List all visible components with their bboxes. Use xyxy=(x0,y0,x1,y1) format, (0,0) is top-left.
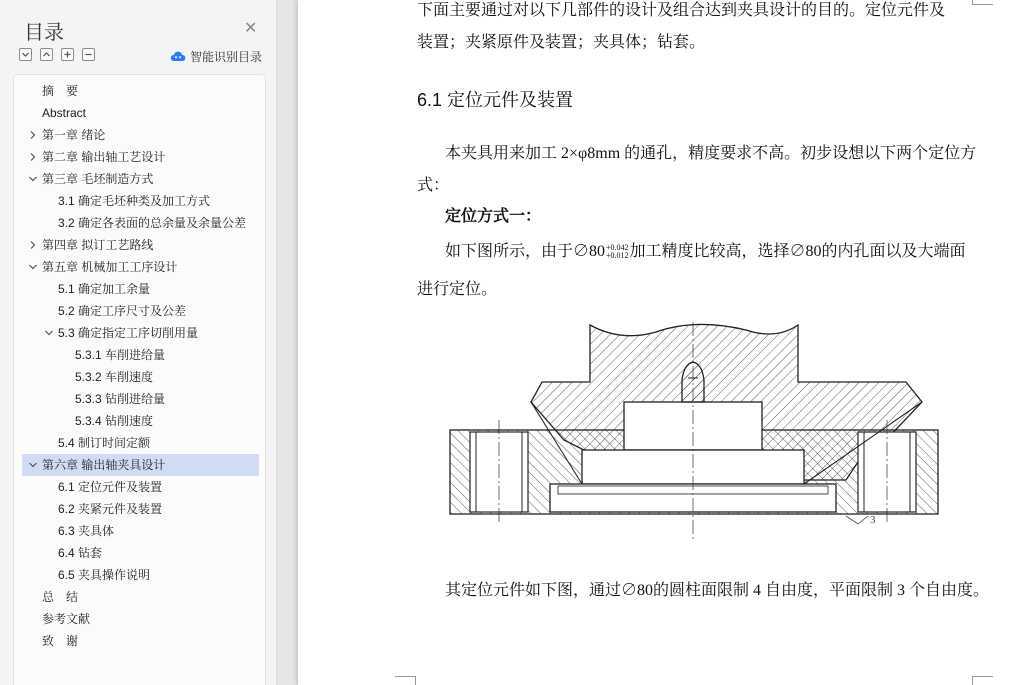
toc-item-label: 5.3.2 车削速度 xyxy=(75,370,154,384)
page-corner-mark xyxy=(972,676,993,685)
toc-item[interactable] xyxy=(22,520,259,542)
toc-item-label: 6.3 夹具体 xyxy=(58,524,115,538)
paragraph-text: 如下图所示，由于∅80 xyxy=(445,243,606,260)
toc-item[interactable] xyxy=(22,278,259,300)
toc-item[interactable] xyxy=(22,300,259,322)
toc-item-label: 3.2 确定各表面的总余量及余量公差 xyxy=(58,216,247,230)
toc-item[interactable] xyxy=(22,498,259,520)
page-corner-mark xyxy=(972,0,993,5)
toc-item-label: 5.4 制订时间定额 xyxy=(58,436,151,450)
toc-sidebar xyxy=(0,0,277,685)
toc-item[interactable] xyxy=(22,124,259,146)
add-level-icon[interactable] xyxy=(61,48,74,61)
toc-item[interactable] xyxy=(22,168,259,190)
toc-item-label: 3.1 确定毛坯种类及加工方式 xyxy=(58,194,211,208)
chevron-down-icon[interactable] xyxy=(28,174,38,184)
chevron-right-icon[interactable] xyxy=(28,152,38,162)
paragraph-line: 本夹具用来加工 2×φ8mm 的通孔，精度要求不高。初步设想以下两个定位方 xyxy=(445,145,977,162)
tolerance-lower: +0.012 xyxy=(606,251,629,261)
toc-item[interactable] xyxy=(22,542,259,564)
paragraph-line xyxy=(445,238,966,261)
toc-item[interactable] xyxy=(22,586,259,608)
paragraph-line: 其定位元件如下图，通过∅80的圆柱面限制 4 自由度，平面限制 3 个自由度。 xyxy=(445,582,990,599)
tolerance xyxy=(606,244,629,260)
toc-item[interactable] xyxy=(22,630,259,652)
toc-item-label: 第二章 输出轴工艺设计 xyxy=(42,150,166,164)
collapse-all-icon[interactable] xyxy=(40,48,53,61)
toc-item[interactable] xyxy=(22,322,259,344)
toc-item-label: 5.2 确定工序尺寸及公差 xyxy=(58,304,187,318)
toc-item[interactable] xyxy=(22,234,259,256)
drawing-mark: 3 xyxy=(870,514,876,526)
toc-item[interactable] xyxy=(22,608,259,630)
toc-item[interactable] xyxy=(22,256,259,278)
close-icon[interactable]: ✕ xyxy=(244,18,258,37)
chevron-right-icon[interactable] xyxy=(28,130,38,140)
section-heading: 6.1 定位元件及装置 xyxy=(417,90,574,110)
toc-item[interactable] xyxy=(22,432,259,454)
toc-toolbar xyxy=(19,48,95,64)
toc-item-label: 摘 要 xyxy=(42,84,79,98)
fixture-drawing xyxy=(446,320,946,545)
toc-item-label: 第四章 拟订工艺路线 xyxy=(42,238,154,252)
toc-item[interactable] xyxy=(22,146,259,168)
paragraph-text: 加工精度比较高，选择∅80的内孔面以及大端面 xyxy=(629,243,966,260)
ai-cloud-icon xyxy=(170,50,186,62)
toc-item-label: 第五章 机械加工工序设计 xyxy=(42,260,178,274)
chevron-down-icon[interactable] xyxy=(28,460,38,470)
paragraph-line: 下面主要通过对以下几部件的设计及组合达到夹具设计的目的。定位元件及 xyxy=(417,2,946,19)
toc-item-label: 5.3.3 钻削进给量 xyxy=(75,392,166,406)
toc-item-label: 第六章 输出轴夹具设计 xyxy=(42,458,166,472)
toc-item-label: 参考文献 xyxy=(42,612,91,626)
chevron-down-icon[interactable] xyxy=(44,328,54,338)
toc-item[interactable] xyxy=(22,476,259,498)
remove-level-icon[interactable] xyxy=(82,48,95,61)
toc-item[interactable] xyxy=(22,388,259,410)
toc-item-label: 第一章 绪论 xyxy=(42,128,106,142)
chevron-right-icon[interactable] xyxy=(28,240,38,250)
subheading: 定位方式一： xyxy=(445,208,542,225)
toc-item[interactable] xyxy=(22,212,259,234)
toc-item-label: 6.4 钻套 xyxy=(58,546,103,560)
toc-item-label: 5.3.1 车削进给量 xyxy=(75,348,166,362)
toc-item[interactable] xyxy=(22,190,259,212)
toc-item-label: 第三章 毛坯制造方式 xyxy=(42,172,154,186)
toc-item[interactable] xyxy=(22,454,259,476)
tolerance-upper: +0.042 xyxy=(606,243,629,253)
toc-item-label: 致 谢 xyxy=(42,634,79,648)
chevron-down-icon[interactable] xyxy=(28,262,38,272)
document-page xyxy=(298,0,1029,685)
smart-toc-label: 智能识别目录 xyxy=(190,49,263,64)
toc-item-label: 6.1 定位元件及装置 xyxy=(58,480,163,494)
toc-item[interactable] xyxy=(22,344,259,366)
toc-item[interactable] xyxy=(22,564,259,586)
toc-item-label: 总 结 xyxy=(42,590,79,604)
toc-item-label: 6.2 夹紧元件及装置 xyxy=(58,502,163,516)
toc-item[interactable] xyxy=(22,80,259,102)
toc-item-label: 5.3 确定指定工序切削用量 xyxy=(58,326,199,340)
sidebar-title: 目录 xyxy=(24,20,64,44)
paragraph-line: 装置；夹紧原件及装置；夹具体；钻套。 xyxy=(417,34,706,51)
toc-item[interactable] xyxy=(22,366,259,388)
toc-item-label: Abstract xyxy=(42,106,87,120)
expand-all-icon[interactable] xyxy=(19,48,32,61)
paragraph-line: 进行定位。 xyxy=(417,281,498,298)
toc-list xyxy=(13,74,266,685)
toc-item-label: 5.1 确定加工余量 xyxy=(58,282,151,296)
toc-item[interactable] xyxy=(22,410,259,432)
toc-item-label: 5.3.4 钻削速度 xyxy=(75,414,154,428)
paragraph-line: 式： xyxy=(417,177,450,194)
toc-item-label: 6.5 夹具操作说明 xyxy=(58,568,151,582)
smart-toc-button[interactable] xyxy=(170,47,262,65)
page-corner-mark xyxy=(395,676,416,685)
toc-item[interactable] xyxy=(22,102,259,124)
